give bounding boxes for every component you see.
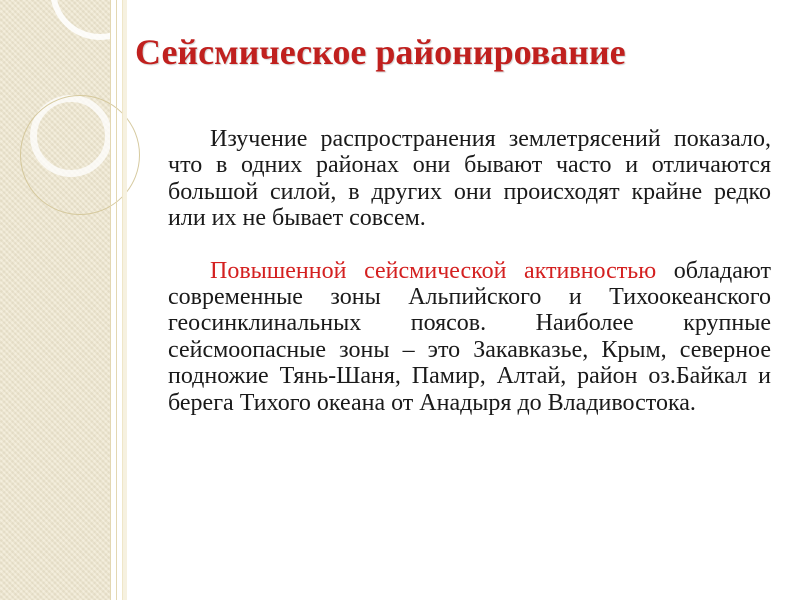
decorative-rule xyxy=(110,0,111,600)
slide-body xyxy=(168,126,771,416)
paragraph-2-text: обладают современные зоны Альпийского и Тихоокеанского геосинклинальных поясов. Наиболее крупные сейсмоопасные зоны – это Закавказье, Крым, северное подножие Тянь-Шаня, Памир, Алтай, район оз.Байкал и берега Тихого океана от Анадыря до Владивостока. xyxy=(168,257,771,416)
decorative-rule xyxy=(116,0,117,600)
paragraph-2 xyxy=(168,258,771,416)
decorative-side-bar xyxy=(0,0,110,600)
paragraph-2-highlight: Повышенной сейсмической активностью xyxy=(210,257,657,284)
paragraph-1: Изучение распространения землетрясений показало, что в одних районах они бывают часто и отличаются большой силой, в других они происходят крайне редко или их не бывает совсем. xyxy=(168,126,771,232)
slide-title: Сейсмическое районирование xyxy=(135,32,626,72)
decorative-strip xyxy=(123,0,127,600)
